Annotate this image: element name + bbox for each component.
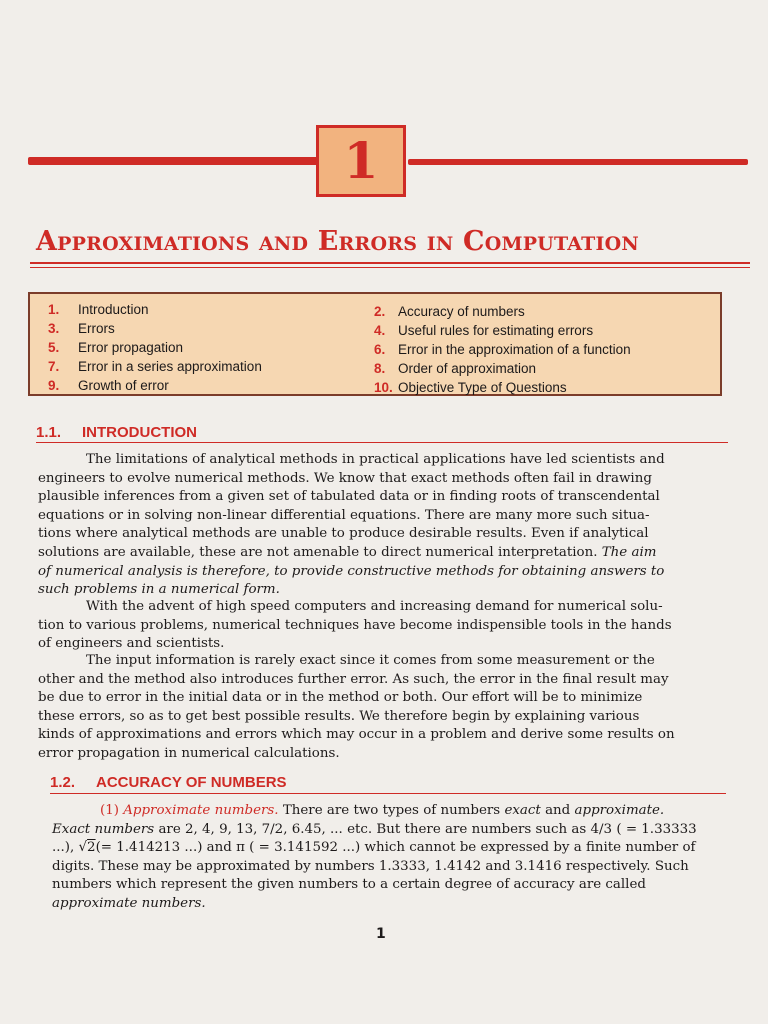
contents-item-number: 9. xyxy=(48,378,60,393)
text-span: There are two types of numbers xyxy=(282,803,501,818)
contents-item-label: Error in the approximation of a function xyxy=(398,342,631,357)
chapter-number-box xyxy=(316,125,406,197)
text-line: engineers to evolve numerical methods. We know that exact methods often fail in drawing xyxy=(38,470,652,486)
title-rule-thin xyxy=(30,267,750,268)
contents-item-number: 6. xyxy=(374,342,386,357)
contents-item-label: Objective Type of Questions xyxy=(398,380,567,395)
text-line: plausible inferences from a given set of tabulated data or in finding roots of transcendental xyxy=(38,489,660,505)
title-rule xyxy=(30,262,750,264)
chapter-rule-right xyxy=(408,159,748,165)
contents-item-label: Growth of error xyxy=(78,378,169,393)
contents-item-label: Useful rules for estimating errors xyxy=(398,323,594,338)
section-number: 1.1. xyxy=(36,424,62,441)
contents-item-number: 10. xyxy=(374,380,393,395)
contents-item xyxy=(48,338,262,357)
chapter-rule-left xyxy=(28,157,318,165)
text-line: be due to error in the initial data or in the method or both. Our effort will be to minimize xyxy=(38,690,643,706)
introduction-paragraph-3 xyxy=(38,652,710,764)
contents-item-label: Order of approximation xyxy=(398,361,537,376)
emphasis-text-line: such problems in a numerical form. xyxy=(38,582,280,598)
contents-item xyxy=(48,300,262,319)
contents-item xyxy=(48,357,262,376)
contents-column-right xyxy=(374,302,631,397)
text-line: of engineers and scientists. xyxy=(38,636,225,652)
section-title: INTRODUCTION xyxy=(82,424,197,441)
section-number: 1.2. xyxy=(50,774,76,791)
section-heading-accuracy xyxy=(50,774,287,791)
text-line: tions where analytical methods are unable to produce desirable results. Even if analytical xyxy=(38,526,649,542)
item-marker: (1) xyxy=(100,803,119,818)
emphasis-text: Exact numbers xyxy=(52,821,155,837)
contents-item-number: 5. xyxy=(48,340,60,355)
radicand: 2 xyxy=(87,840,96,856)
chapter-number: 1 xyxy=(343,131,379,190)
text-span: (= 1.414213 ...) and π ( = 3.141592 ...) which cannot be expressed by a finite number of xyxy=(95,840,696,856)
contents-item-label: Error in a series approximation xyxy=(78,359,262,374)
section-rule xyxy=(36,442,728,443)
contents-item-number: 7. xyxy=(48,359,60,374)
section-rule xyxy=(50,793,726,794)
section-heading-introduction xyxy=(36,424,197,441)
contents-item-number: 1. xyxy=(48,302,60,317)
text-line: error propagation in numerical calculations. xyxy=(38,745,340,761)
contents-item xyxy=(374,378,631,397)
contents-item xyxy=(48,376,262,395)
emphasis-text-line: approximate numbers. xyxy=(52,895,206,911)
contents-item xyxy=(374,321,631,340)
emphasis-text-line: of numerical analysis is therefore, to provide constructive methods for obtaining answers to xyxy=(38,563,665,579)
item-title: Approximate numbers. xyxy=(123,803,279,818)
contents-item-label: Error propagation xyxy=(78,340,184,355)
text-line: numbers which represent the given numbers to a certain degree of accuracy are called xyxy=(52,877,646,893)
section-title: ACCURACY OF NUMBERS xyxy=(96,774,287,791)
contents-item-number: 2. xyxy=(374,304,386,319)
contents-item xyxy=(48,319,262,338)
text-line: The input information is rarely exact since it comes from some measurement or the xyxy=(86,653,655,668)
text-line xyxy=(38,544,710,563)
emphasis-text: approximate. xyxy=(574,803,665,818)
contents-item xyxy=(374,302,631,321)
contents-item xyxy=(374,340,631,359)
text-line: digits. These may be approximated by numbers 1.3333, 1.4142 and 3.1416 respectively. Such xyxy=(52,858,689,874)
introduction-paragraph-1 xyxy=(38,451,710,600)
text-line: other and the method also introduces further error. As such, the error in the final result may xyxy=(38,671,669,687)
contents-item-label: Errors xyxy=(78,321,115,336)
chapter-contents-box xyxy=(28,292,722,396)
contents-item-label: Accuracy of numbers xyxy=(398,304,525,319)
contents-item-number: 8. xyxy=(374,361,386,376)
text-line xyxy=(52,821,724,840)
text-line: kinds of approximations and errors which may occur in a problem and derive some results on xyxy=(38,727,675,743)
text-line: these errors, so as to get best possible results. We therefore begin by explaining various xyxy=(38,708,640,724)
introduction-paragraph-2 xyxy=(38,598,710,654)
emphasis-text: The aim xyxy=(601,544,657,560)
text-line xyxy=(52,802,724,821)
text-span: solutions are available, these are not amenable to direct numerical interpretation. xyxy=(38,544,598,560)
contents-item-number: 3. xyxy=(48,321,60,336)
text-line: With the advent of high speed computers and increasing demand for numerical solu- xyxy=(86,599,663,614)
chapter-title: Approximations and Errors in Computation xyxy=(36,226,639,257)
text-line xyxy=(52,839,724,858)
text-span: ...), √ xyxy=(52,840,88,856)
contents-item xyxy=(374,359,631,378)
text-span: and xyxy=(545,803,571,818)
page-number: 1 xyxy=(376,926,386,942)
contents-item-number: 4. xyxy=(374,323,386,338)
text-line: The limitations of analytical methods in practical applications have led scientists and xyxy=(86,452,665,467)
accuracy-paragraph-1 xyxy=(52,802,724,914)
contents-column-left xyxy=(48,300,262,395)
contents-item-label: Introduction xyxy=(78,302,149,317)
text-line: equations or in solving non-linear differential equations. There are many more such situa- xyxy=(38,507,650,523)
emphasis-text: exact xyxy=(504,803,541,818)
text-span: are 2, 4, 9, 13, 7/2, 6.45, ... etc. But there are numbers such as 4/3 ( = 1.33333 xyxy=(158,821,697,837)
text-line: tion to various problems, numerical techniques have become indispensible tools in the hands xyxy=(38,617,672,633)
